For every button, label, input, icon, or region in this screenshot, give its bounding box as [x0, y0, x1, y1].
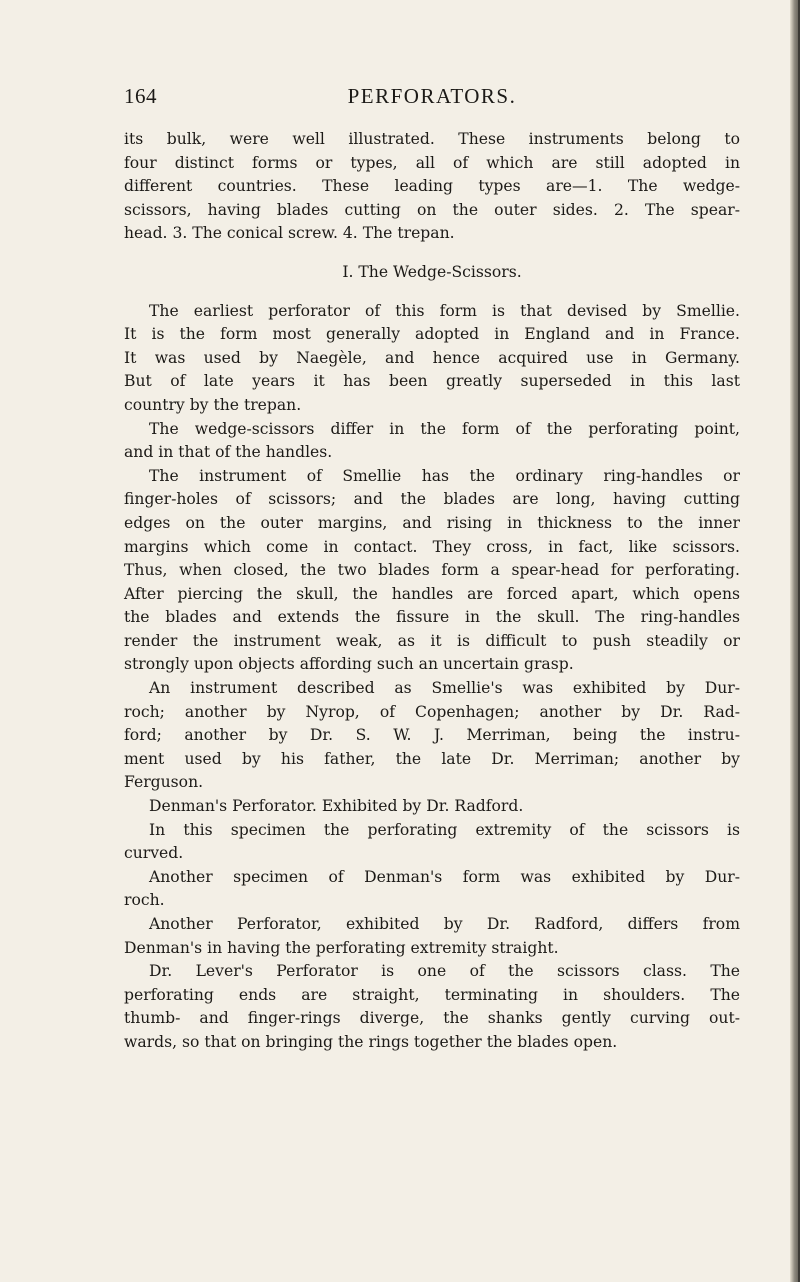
text-line: Dr. Lever's Perforator is one of the scissors class. The — [149, 962, 740, 981]
text-line: scissors, having blades cutting on the outer sides. 2. The spear- — [124, 200, 740, 219]
text-line: Denman's Perforator. Exhibited by Dr. Radford. — [149, 797, 524, 816]
text-line: After piercing the skull, the handles are forced apart, which opens — [124, 584, 740, 603]
text-line: Ferguson. — [124, 773, 204, 792]
text-line: curved. — [124, 844, 184, 863]
running-head: PERFORATORS. — [347, 84, 517, 108]
text-line: edges on the outer margins, and rising in thickness to the inner — [124, 513, 740, 532]
text-line: The earliest perforator of this form is that devised by Smellie. — [149, 301, 740, 320]
text-line: Another specimen of Denman's form was exhibited by Dur- — [149, 867, 740, 886]
text-line: different countries. These leading types are—1. The wedge- — [124, 177, 740, 196]
text-line: ment used by his father, the late Dr. Merriman; another by — [124, 749, 740, 768]
text-line: finger-holes of scissors; and the blades are long, having cutting — [124, 490, 740, 509]
text-line: Denman's in having the perforating extremity straight. — [124, 938, 559, 957]
body-text — [124, 128, 740, 1055]
paragraph-gap — [124, 246, 740, 261]
text-line: But of late years it has been greatly superseded in this last — [124, 372, 740, 391]
section-heading: I. The Wedge-Scissors. — [342, 262, 522, 281]
text-line: roch; another by Nyrop, of Copenhagen; another by Dr. Rad- — [124, 702, 740, 721]
text-line: render the instrument weak, as it is difficult to push steadily or — [124, 631, 740, 650]
text-line: An instrument described as Smellie's was exhibited by Dur- — [149, 679, 740, 698]
text-line: In this specimen the perforating extremity of the scissors is — [149, 820, 740, 839]
text-line: The instrument of Smellie has the ordinary ring-handles or — [149, 466, 740, 485]
text-line: country by the trepan. — [124, 395, 302, 414]
text-line: Thus, when closed, the two blades form a spear-head for perforating. — [124, 561, 740, 580]
text-line: margins which come in contact. They cross, in fact, like scissors. — [124, 537, 740, 556]
text-line: wards, so that on bringing the rings together the blades open. — [124, 1032, 618, 1051]
text-line: four distinct forms or types, all of which are still adopted in — [124, 153, 740, 172]
text-line: roch. — [124, 891, 165, 910]
page-number: 164 — [124, 84, 157, 108]
text-line: The wedge-scissors differ in the form of the perforating point, — [149, 419, 740, 438]
text-line: and in that of the handles. — [124, 443, 333, 462]
paragraph-gap — [124, 285, 740, 300]
text-line: Another Perforator, exhibited by Dr. Radford, differs from — [149, 915, 740, 933]
text-line: It was used by Naegèle, and hence acquired use in Germany. — [124, 348, 740, 367]
text-line: It is the form most generally adopted in England and in France. — [124, 325, 740, 344]
text-line: perforating ends are straight, terminating in shoulders. The — [124, 985, 740, 1004]
text-line: the blades and extends the fissure in the skull. The ring-handles — [124, 608, 740, 627]
text-line: ford; another by Dr. S. W. J. Merriman, being the instru- — [124, 726, 740, 745]
text-line: its bulk, were well illustrated. These instruments belong to — [124, 130, 740, 148]
text-line: head. 3. The conical screw. 4. The trepan. — [124, 224, 455, 243]
page-header — [124, 84, 740, 114]
text-line: strongly upon objects affording such an uncertain grasp. — [124, 655, 574, 674]
text-line: thumb- and finger-rings diverge, the shanks gently curving out- — [124, 1009, 740, 1028]
